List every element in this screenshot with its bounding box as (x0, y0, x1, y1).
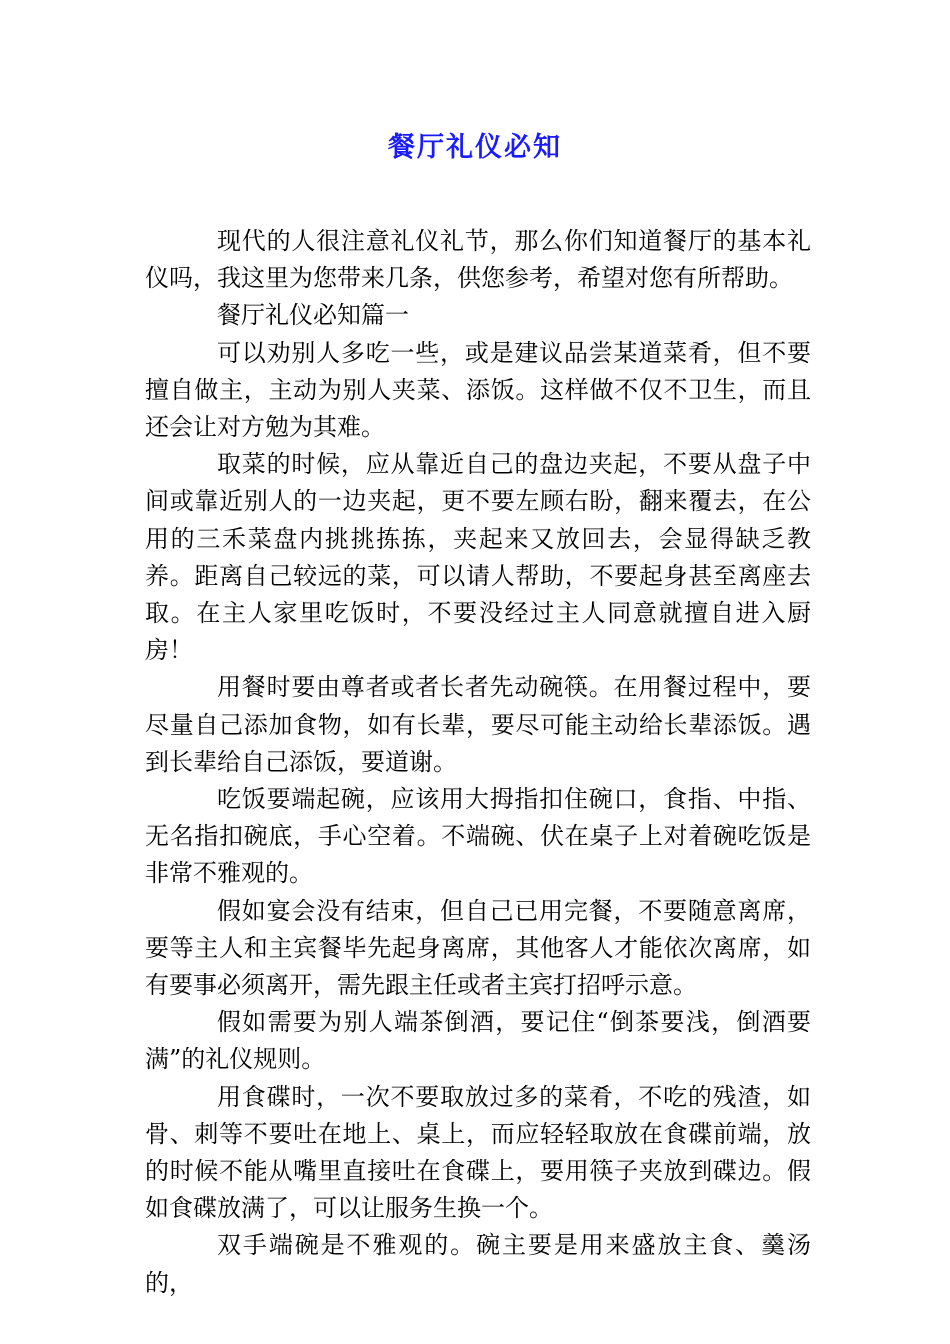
paragraph: 用餐时要由尊者或者长者先动碗筷。在用餐过程中，要尽量自己添加食物，如有长辈，要尽可能主动给长辈添饭。遇到长辈给自己添饭，要道谢。 (145, 673, 811, 776)
paragraph: 可以劝别人多吃一些，或是建议品尝某道菜肴，但不要擅自做主，主动为别人夹菜、添饭。这样做不仅不卫生，而且还会让对方勉为其难。 (145, 338, 811, 442)
document-body (145, 223, 811, 1302)
paragraph: 假如需要为别人端茶倒酒，要记住“倒茶要浅，倒酒要满”的礼仪规则。 (145, 1008, 811, 1074)
paragraph: 假如宴会没有结束，但自己已用完餐，不要随意离席，要等主人和主宾餐毕先起身离席，其他客人才能依次离席，如有要事必须离开，需先跟主任或者主宾打招呼示意。 (145, 896, 811, 1000)
document-title: 餐厅礼仪必知 (388, 132, 562, 163)
paragraph: 取菜的时候，应从靠近自己的盘边夹起，不要从盘子中间或靠近别人的一边夹起，更不要左顾右盼，翻来覆去，在公用的三禾菜盘内挑挑拣拣，夹起来又放回去，会显得缺乏教养。距离自己较远的菜，可以请人帮助，不要起身甚至离座去取。在主人家里吃饭时，不要没经过主人同意就擅自进入厨房！ (145, 450, 811, 665)
paragraph-intro: 现代的人很注意礼仪礼节，那么你们知道餐厅的基本礼仪吗，我这里为您带来几条，供您参考，希望对您有所帮助。 (145, 227, 811, 293)
section-heading: 餐厅礼仪必知篇一 (217, 301, 409, 330)
paragraph: 用食碟时，一次不要取放过多的菜肴，不吃的残渣，如骨、刺等不要吐在地上、桌上，而应轻轻取放在食碟前端，放的时候不能从嘴里直接吐在食碟上，要用筷子夹放到碟边。假如食碟放满了，可以让服务生换一个。 (145, 1082, 811, 1223)
paragraph: 吃饭要端起碗，应该用大拇指扣住碗口，食指、中指、无名指扣碗底，手心空着。不端碗、伏在桌子上对着碗吃饭是非常不雅观的。 (145, 785, 811, 888)
paragraph: 双手端碗是不雅观的。碗主要是用来盛放主食、羹汤的， (145, 1231, 811, 1297)
